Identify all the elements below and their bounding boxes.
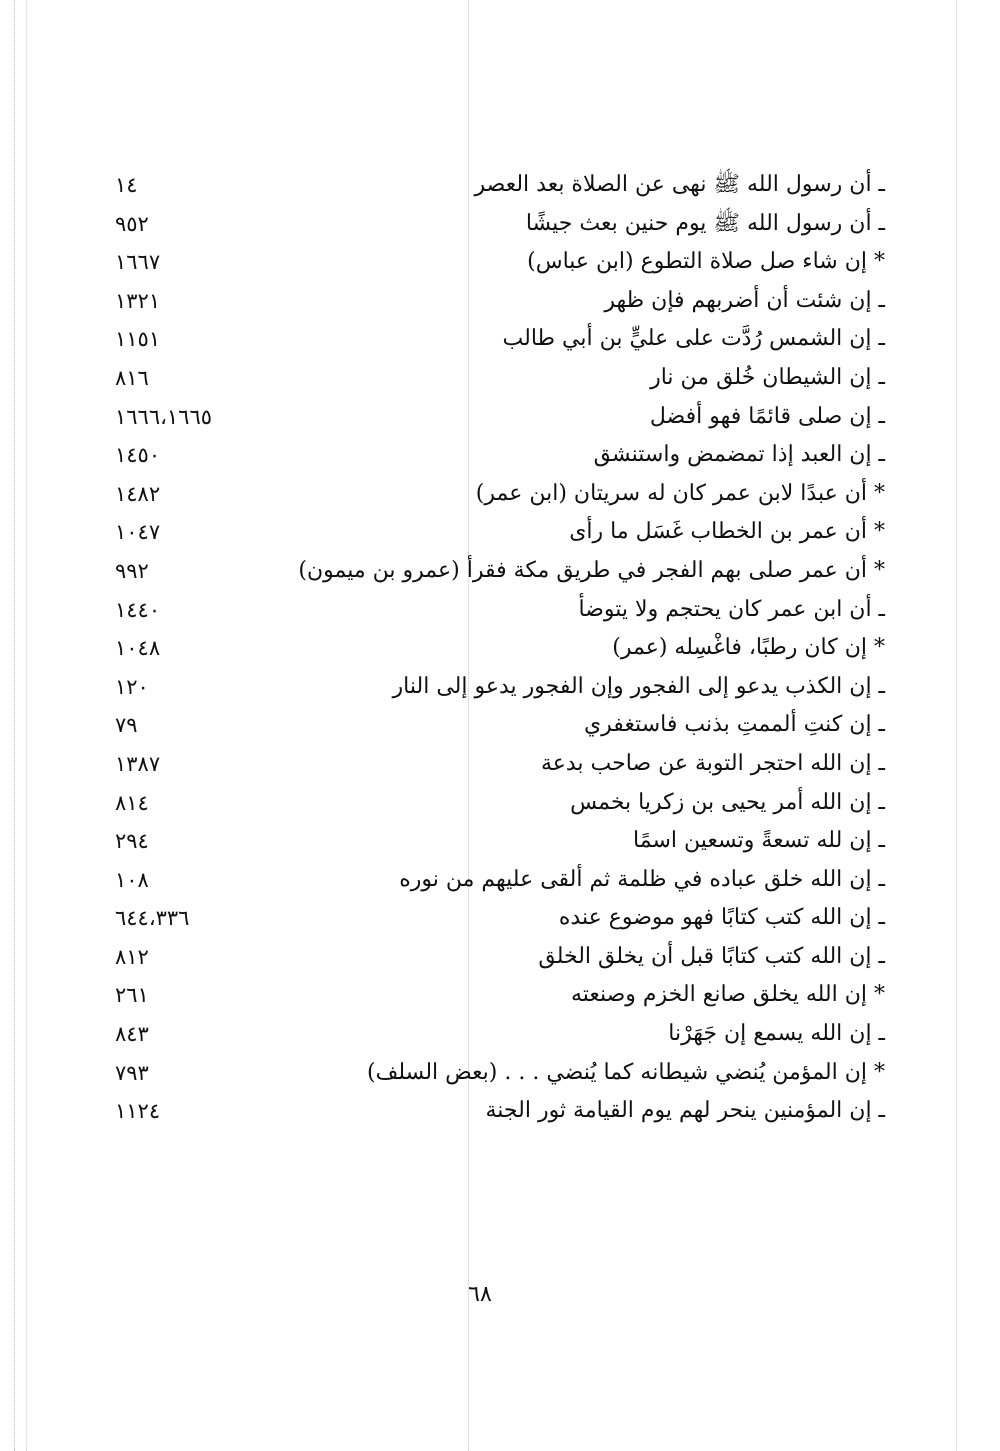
entry-page-reference: ١٠٤٧ bbox=[115, 520, 161, 545]
entry-page-reference: ٢٦١ bbox=[115, 983, 149, 1008]
entry-text: ـ إن الله أمر يحيى بن زكريا بخمس bbox=[570, 789, 885, 815]
page-number: ٦٨ bbox=[468, 1282, 492, 1307]
entry-text: ـ إن صلى قائمًا فهو أفضل bbox=[649, 403, 885, 429]
entry-page-reference: ٨٤٣ bbox=[115, 1022, 149, 1047]
entry-text: ـ إن الكذب يدعو إلى الفجور وإن الفجور يدعو إلى النار bbox=[392, 673, 885, 699]
entry-page-reference: ١٢٠ bbox=[115, 674, 149, 699]
entry-page-reference: ٩٩٢ bbox=[115, 558, 149, 583]
index-entry-row bbox=[115, 706, 885, 745]
entry-text: ـ إن العبد إذا تمضمض واستنشق bbox=[593, 442, 885, 468]
index-entry-row bbox=[115, 822, 885, 861]
entry-text: ـ إن الشمس رُدَّت على عليٍّ بن أبي طالب bbox=[502, 326, 885, 352]
entry-page-reference: ١١٥١ bbox=[115, 327, 161, 352]
entry-text: ـ أن رسول الله ﷺ نهى عن الصلاة بعد العصر bbox=[474, 172, 885, 197]
entry-text: ـ إن المؤمنين ينحر لهم يوم القيامة ثور الجنة bbox=[485, 1098, 885, 1124]
entry-page-reference: ١٦٦٦،١٦٦٥ bbox=[115, 404, 213, 429]
index-entry-row bbox=[115, 1015, 885, 1054]
index-entry-row bbox=[115, 899, 885, 938]
entry-text: * أن عمر صلى بهم الفجر في طريق مكة فقرأ (عمرو بن ميمون) bbox=[298, 557, 885, 583]
entry-text: * أن عبدًا لابن عمر كان له سريتان (ابن عمر) bbox=[475, 480, 885, 506]
entry-text: ـ إن الله خلق عباده في ظلمة ثم ألقى عليهم من نوره bbox=[399, 866, 885, 892]
index-entry-row bbox=[115, 745, 885, 784]
entry-text: ـ أن رسول الله ﷺ يوم حنين بعث جيشًا bbox=[525, 210, 885, 236]
entry-page-reference: ١٠٨ bbox=[115, 867, 149, 892]
index-entry-row bbox=[115, 436, 885, 475]
entry-page-reference: ١٠٤٨ bbox=[115, 636, 161, 661]
index-entry-row bbox=[115, 166, 885, 205]
entry-text: ـ إن كنتِ ألممتِ بذنب فاستغفري bbox=[583, 712, 885, 738]
index-entry-row bbox=[115, 282, 885, 321]
entry-text: * أن عمر بن الخطاب غَسَل ما رأى bbox=[569, 519, 885, 545]
index-entry-row bbox=[115, 591, 885, 630]
entry-text: ـ إن الله احتجر التوبة عن صاحب بدعة bbox=[540, 750, 885, 776]
entry-page-reference: ١٤٤٠ bbox=[115, 597, 161, 622]
entry-text: * إن الله يخلق صانع الخزم وصنعته bbox=[570, 982, 885, 1008]
entry-page-reference: ١٣٢١ bbox=[115, 288, 161, 313]
entry-page-reference: ٨١٢ bbox=[115, 944, 149, 969]
entry-page-reference: ٨١٤ bbox=[115, 790, 149, 815]
entry-page-reference: ٨١٦ bbox=[115, 365, 149, 390]
entry-text: * إن المؤمن يُنضي شيطانه كما يُنضي . . . (بعض السلف) bbox=[367, 1059, 885, 1085]
scan-artifact-line bbox=[26, 0, 27, 1451]
entry-text: ـ إن الله يسمع إن جَهَرْنا bbox=[668, 1021, 885, 1047]
entry-page-reference: ١٤ bbox=[115, 173, 138, 197]
hadith-index-list bbox=[115, 166, 885, 1131]
entry-page-reference: ٦٤٤،٣٣٦ bbox=[115, 906, 190, 931]
index-entry-row bbox=[115, 861, 885, 900]
index-entry-row bbox=[115, 938, 885, 977]
entry-text: * إن كان رطبًا، فاغْسِله (عمر) bbox=[612, 635, 885, 661]
entry-text: ـ إن لله تسعةً وتسعين اسمًا bbox=[633, 828, 885, 854]
index-entry-row bbox=[115, 1092, 885, 1131]
entry-page-reference: ٢٩٤ bbox=[115, 829, 149, 854]
index-entry-row bbox=[115, 629, 885, 668]
entry-text: ـ إن الله كتب كتابًا قبل أن يخلق الخلق bbox=[538, 943, 885, 969]
entry-text: ـ إن الشيطان خُلق من نار bbox=[650, 364, 885, 390]
index-entry-row bbox=[115, 243, 885, 282]
index-entry-row bbox=[115, 976, 885, 1015]
index-entry-row bbox=[115, 552, 885, 591]
index-entry-row bbox=[115, 1054, 885, 1093]
scan-artifact-line bbox=[14, 0, 15, 1451]
entry-page-reference: ١٣٨٧ bbox=[115, 751, 161, 776]
index-entry-row bbox=[115, 668, 885, 707]
entry-text: ـ إن الله كتب كتابًا فهو موضوع عنده bbox=[558, 905, 885, 931]
entry-text: * إن شاء صل صلاة التطوع (ابن عباس) bbox=[527, 249, 885, 275]
index-entry-row bbox=[115, 320, 885, 359]
index-entry-row bbox=[115, 784, 885, 823]
index-entry-row bbox=[115, 398, 885, 437]
entry-page-reference: ٩٥٢ bbox=[115, 211, 149, 236]
entry-text: ـ أن ابن عمر كان يحتجم ولا يتوضأ bbox=[578, 596, 885, 622]
entry-page-reference: ١٤٨٢ bbox=[115, 481, 161, 506]
entry-text: ـ إن شئت أن أضربهم فإن ظهر bbox=[604, 287, 885, 313]
entry-page-reference: ١١٢٤ bbox=[115, 1099, 161, 1124]
index-entry-row bbox=[115, 513, 885, 552]
entry-page-reference: ١٦٦٧ bbox=[115, 250, 161, 275]
entry-page-reference: ٧٩٣ bbox=[115, 1060, 149, 1085]
scan-artifact-line bbox=[956, 0, 957, 1451]
entry-page-reference: ٧٩ bbox=[115, 713, 138, 738]
index-entry-row bbox=[115, 359, 885, 398]
index-entry-row bbox=[115, 205, 885, 244]
index-entry-row bbox=[115, 475, 885, 514]
entry-page-reference: ١٤٥٠ bbox=[115, 443, 161, 468]
